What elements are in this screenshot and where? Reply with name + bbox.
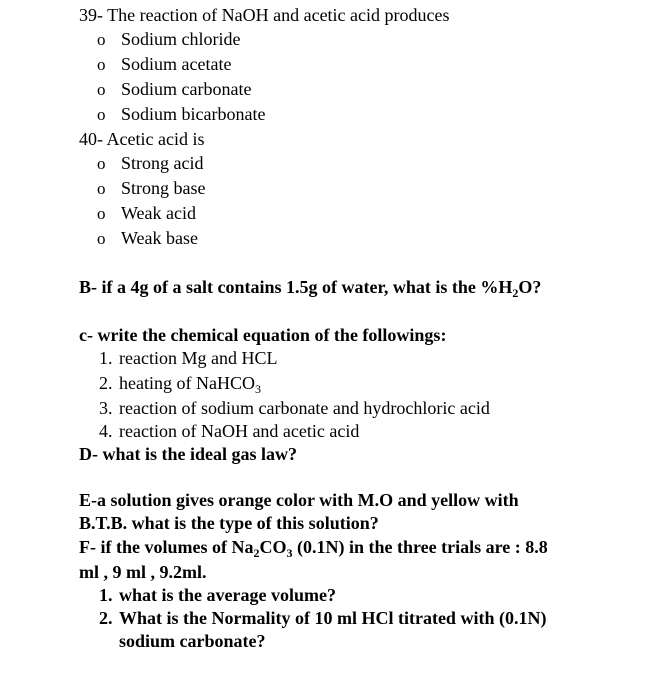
- part-f-line-1: F- if the volumes of $Na_2CO_3$ (0.1N) in the three trials are : 8.8: [79, 537, 548, 560]
- radio-circle-icon: o: [97, 179, 106, 198]
- radio-circle-icon: o: [97, 204, 106, 223]
- part-e-line-1: E-a solution gives orange color with M.O and yellow with: [79, 490, 519, 510]
- radio-circle-icon: o: [97, 80, 106, 99]
- option-label: Sodium chloride: [121, 29, 241, 49]
- radio-circle-icon: o: [97, 55, 106, 74]
- option-label: Weak base: [121, 228, 199, 248]
- q40-option-4[interactable]: [97, 227, 198, 250]
- option-label: Weak acid: [121, 203, 197, 223]
- part-c-heading: c- write the chemical equation of the followings:: [79, 325, 447, 345]
- radio-circle-icon: o: [97, 30, 106, 49]
- part-f-line-2: ml , 9 ml , 9.2ml.: [79, 562, 207, 582]
- q40-option-1[interactable]: [97, 152, 204, 175]
- part-c-item-3: 3. reaction of sodium carbonate and hydrochloric acid: [99, 398, 490, 418]
- q39-option-1[interactable]: [97, 28, 241, 51]
- part-b-question: B- if a 4g of a salt contains 1.5g of water, what is the $\%H_2O$?: [79, 277, 542, 300]
- part-c-item-1: 1. reaction Mg and HCL: [99, 348, 278, 368]
- q39-option-4[interactable]: [97, 103, 265, 126]
- radio-circle-icon: o: [97, 154, 106, 173]
- q39-option-3[interactable]: [97, 78, 251, 101]
- q40-option-3[interactable]: [97, 202, 196, 225]
- part-f-item-2: 2. What is the Normality of 10 ml HCl titrated with (0.1N): [99, 608, 547, 628]
- part-c-item-2: 2. heating of NaHCO$_3$: [99, 373, 261, 396]
- part-f-item-2-continued: sodium carbonate?: [119, 631, 266, 651]
- option-label: Sodium acetate: [121, 54, 232, 74]
- radio-circle-icon: o: [97, 105, 106, 124]
- option-label: Strong base: [121, 178, 206, 198]
- q39-question: 39- The reaction of NaOH and acetic acid produces: [79, 5, 450, 25]
- part-e-line-2: B.T.B. what is the type of this solution?: [79, 513, 379, 533]
- q40-option-2[interactable]: [97, 177, 206, 200]
- radio-circle-icon: o: [97, 229, 106, 248]
- option-label: Sodium carbonate: [121, 79, 252, 99]
- q40-question: 40- Acetic acid is: [79, 129, 205, 149]
- part-f-item-1: 1. what is the average volume?: [99, 585, 336, 605]
- part-c-item-4: 4. reaction of NaOH and acetic acid: [99, 421, 360, 441]
- option-label: Strong acid: [121, 153, 204, 173]
- q39-option-2[interactable]: [97, 53, 231, 76]
- part-d-question: D- what is the ideal gas law?: [79, 444, 298, 464]
- option-label: Sodium bicarbonate: [121, 104, 266, 124]
